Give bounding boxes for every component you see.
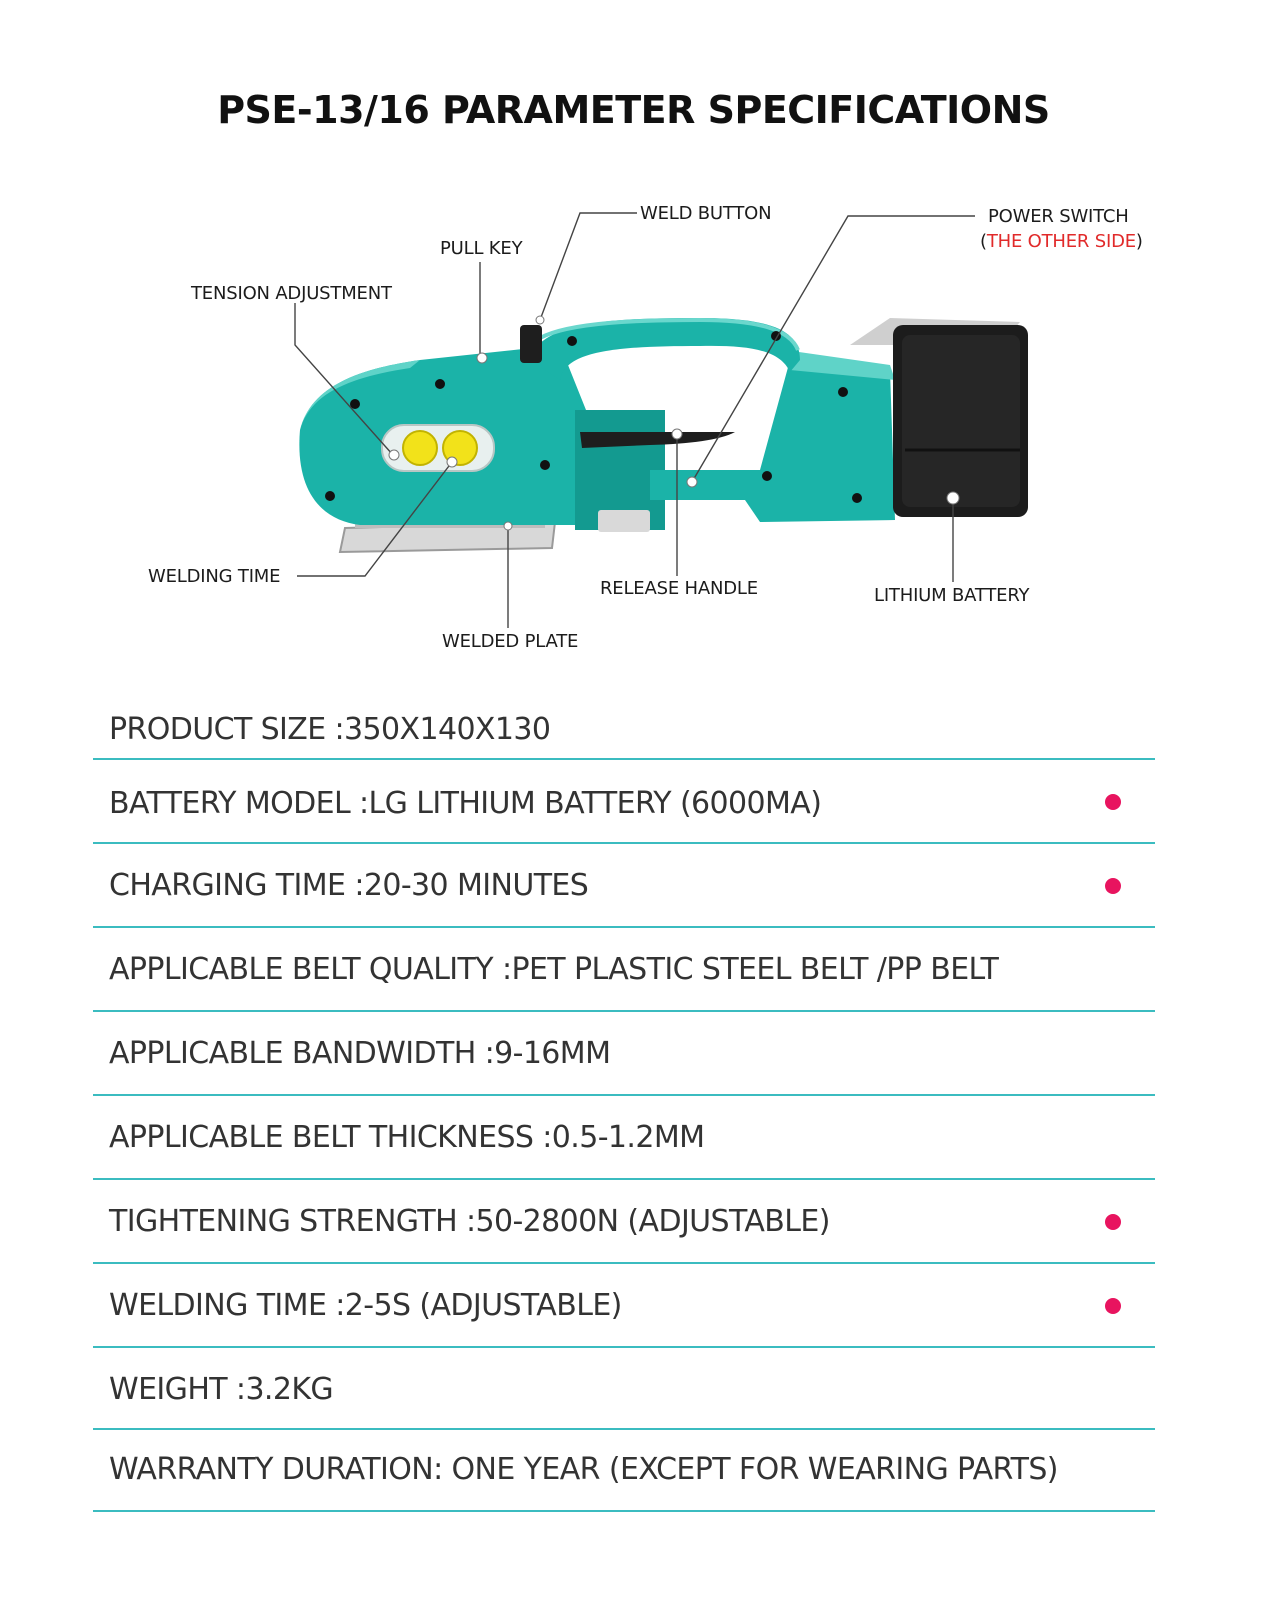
highlight-dot	[1105, 1298, 1121, 1314]
highlight-dot	[1105, 1214, 1121, 1230]
spec-row	[93, 1264, 1155, 1348]
callout-weld-button: WELD BUTTON	[640, 203, 772, 224]
callout-welding-time: WELDING TIME	[148, 566, 281, 587]
spec-text: WARRANTY DURATION: ONE YEAR (EXCEPT FOR WEARING PARTS)	[109, 1452, 1058, 1487]
spec-table	[93, 692, 1155, 1512]
spec-text: APPLICABLE BELT THICKNESS :0.5-1.2MM	[109, 1120, 705, 1155]
callout-welded-plate: WELDED PLATE	[442, 631, 579, 652]
spec-text: BATTERY MODEL :LG LITHIUM BATTERY (6000MA)	[109, 786, 822, 821]
knob-panel	[382, 425, 494, 471]
spec-row	[93, 1180, 1155, 1264]
handle	[530, 318, 800, 380]
callout-tension-adjustment: TENSION ADJUSTMENT	[191, 283, 392, 304]
spec-text: APPLICABLE BANDWIDTH :9-16MM	[109, 1036, 611, 1071]
spec-text: APPLICABLE BELT QUALITY :PET PLASTIC STEEL BELT /PP BELT	[109, 952, 999, 987]
page-title: PSE-13/16 PARAMETER SPECIFICATIONS	[217, 88, 1050, 132]
spec-row	[93, 692, 1155, 760]
spec-text: TIGHTENING STRENGTH :50-2800N (ADJUSTABLE)	[109, 1204, 830, 1239]
spec-text: CHARGING TIME :20-30 MINUTES	[109, 868, 589, 903]
spec-text: WELDING TIME :2-5S (ADJUSTABLE)	[109, 1288, 622, 1323]
spec-row	[93, 1012, 1155, 1096]
highlight-dot	[1105, 794, 1121, 810]
callout-pull-key: PULL KEY	[440, 238, 523, 259]
callout-lithium-battery: LITHIUM BATTERY	[874, 585, 1030, 606]
callout-release-handle: RELEASE HANDLE	[600, 578, 758, 599]
highlight-dot	[1105, 878, 1121, 894]
spec-row	[93, 1096, 1155, 1180]
spec-row	[93, 1348, 1155, 1430]
spec-text: WEIGHT :3.2KG	[109, 1372, 334, 1407]
power-switch-note-text: THE OTHER SIDE	[986, 231, 1136, 252]
pull-key	[520, 325, 542, 363]
spec-row	[93, 760, 1155, 844]
spec-text: PRODUCT SIZE :350X140X130	[109, 712, 551, 747]
spec-row	[93, 844, 1155, 928]
callout-power-switch-note: (THE OTHER SIDE)	[980, 231, 1143, 252]
callout-power-switch: POWER SWITCH	[988, 206, 1129, 227]
spec-row	[93, 1430, 1155, 1512]
spec-row	[93, 928, 1155, 1012]
